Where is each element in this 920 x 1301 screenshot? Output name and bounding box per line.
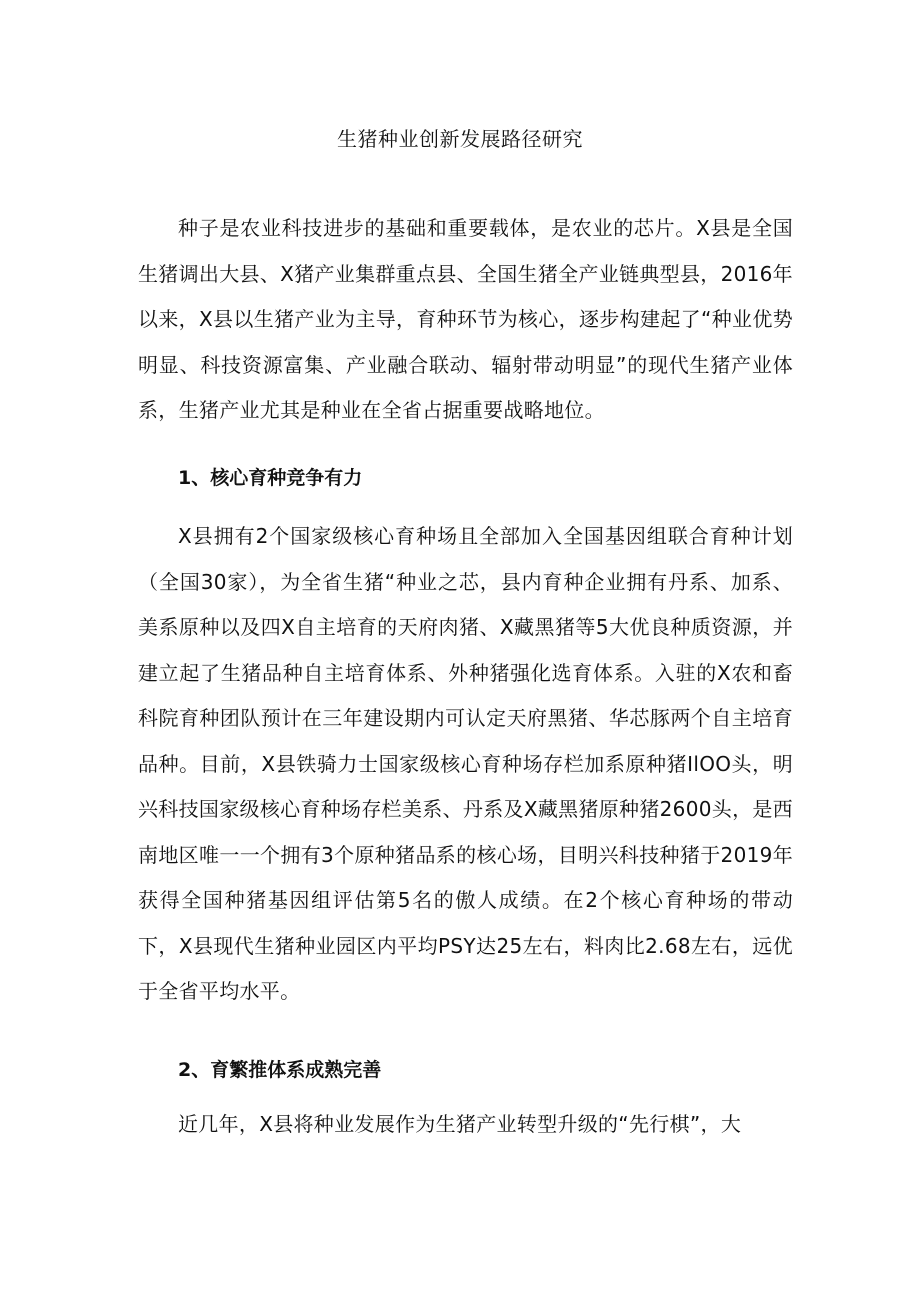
section-2-paragraph: 近几年，X县将种业发展作为生猪产业转型升级的“先行棋”，大 xyxy=(178,1112,742,1136)
intro-paragraph: 种子是农业科技进步的基础和重要载体，是农业的芯片。X县是全国生猪调出大县、X猪产业集群重点县、全国生猪全产业链典型县，2016年以来，X县以生猪产业为主导，育种环节为核心，逐步构建起了“种业优势明显、科技资源富集、产业融合联动、辐射带动明显”的现代生猪产业体系，生猪产业尤其是种业在全省占据重要战略地位。 xyxy=(138,216,793,422)
section-heading-2: 2、育繁推体系成熟完善 xyxy=(178,1059,382,1081)
section-heading-1: 1、核心育种竞争有力 xyxy=(178,467,363,489)
document-title: 生猪种业创新发展路径研究 xyxy=(337,127,583,151)
section-1-paragraph: X县拥有2个国家级核心育种场且全部加入全国基因组联合育种计划（全国30家），为全省生猪“种业之芯，县内育种企业拥有丹系、加系、美系原种以及四X自主培育的天府肉猪、X藏黑猪等5大优良种质资源，并建立起了生猪品种自主培育体系、外种猪强化选育体系。入驻的X农和畜科院育种团队预计在三年建设期内可认定天府黑猪、华芯豚两个自主培育品种。目前，X县铁骑力士国家级核心育种场存栏加系原种猪IlOO头，明兴科技国家级核心育种场存栏美系、丹系及X藏黑猪原种猪2600头，是西南地区唯一一个拥有3个原种猪品系的核心场，目明兴科技种猪于2019年获得全国种猪基因组评估第5名的傲人成绩。在2个核心育种场的带动下，X县现代生猪种业园区内平均PSY达25左右，料肉比2.68左右，远优于全省平均水平。 xyxy=(138,524,793,1003)
